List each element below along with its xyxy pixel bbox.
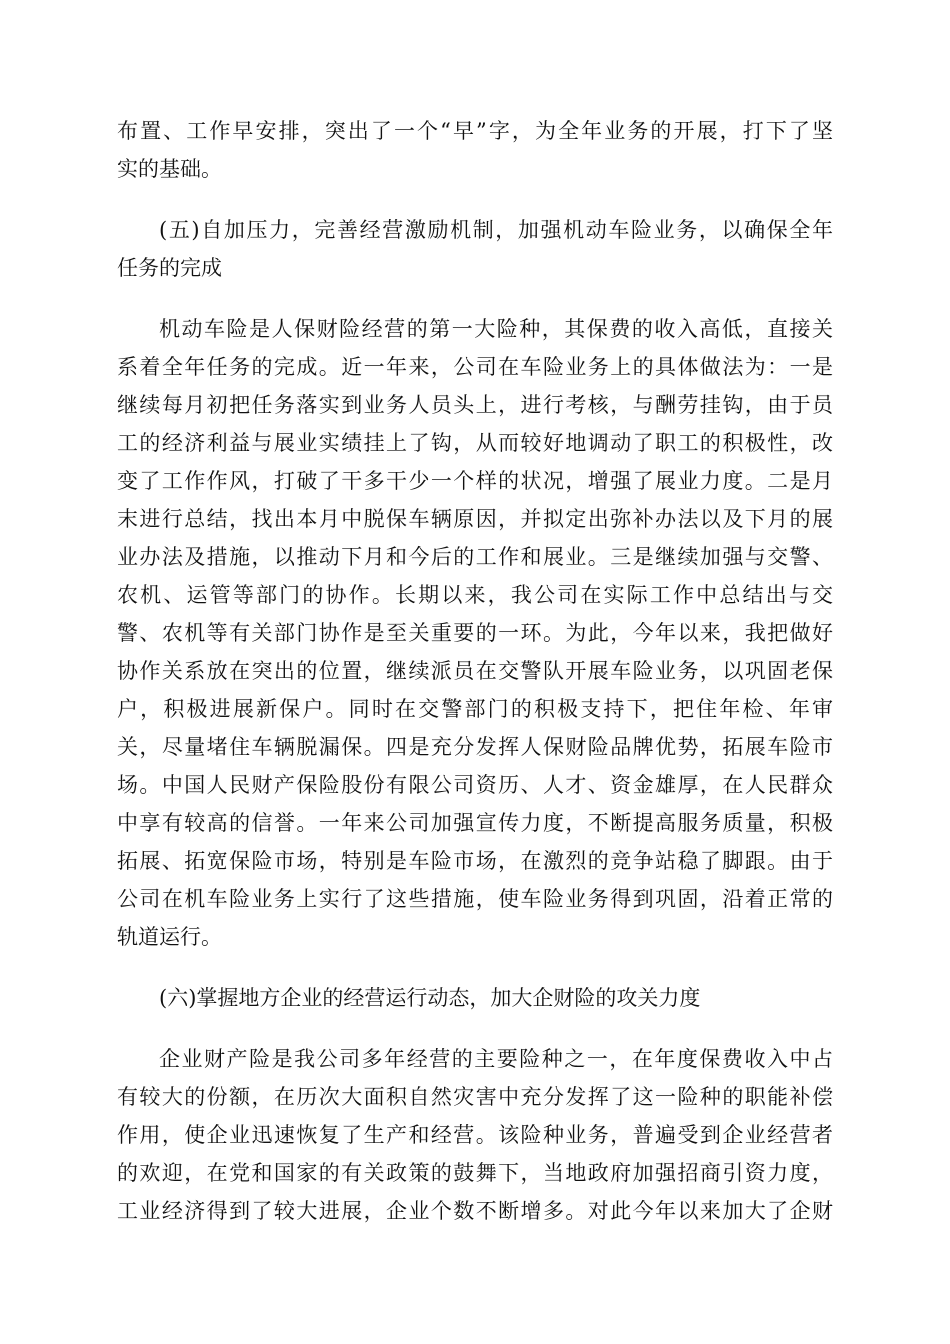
text-line: 继续每月初把任务落实到业务人员头上，进行考核，与酬劳挂钩，由于员	[117, 393, 833, 417]
text-line: (六)掌握地方企业的经营运行动态，加大企财险的攻关力度	[159, 986, 701, 1010]
text-line: 任务的完成	[117, 256, 222, 280]
text-line: 变了工作作风，打破了干多干少一个样的状况，增强了展业力度。二是月	[117, 469, 833, 493]
text-line: 末进行总结，找出本月中脱保车辆原因，并拟定出弥补办法以及下月的展	[117, 507, 833, 531]
text-line: 有较大的份额，在历次大面积自然灾害中充分发挥了这一险种的职能补偿	[117, 1085, 833, 1109]
text-line: 系着全年任务的完成。近一年来，公司在车险业务上的具体做法为：一是	[117, 355, 833, 379]
text-line: 拓展、拓宽保险市场，特别是车险市场，在激烈的竞争站稳了脚跟。由于	[117, 849, 833, 873]
section-heading-5	[117, 211, 833, 287]
text-line: 机动车险是人保财险经营的第一大险种，其保费的收入高低，直接关	[159, 317, 833, 341]
text-line: (五)自加压力，完善经营激励机制，加强机动车险业务，以确保全年	[159, 218, 833, 242]
document-body	[117, 112, 833, 1230]
text-line: 作用，使企业迅速恢复了生产和经营。该险种业务，普遍受到企业经营者	[117, 1123, 833, 1147]
text-line: 工的经济利益与展业实绩挂上了钩，从而较好地调动了职工的积极性，改	[117, 431, 833, 455]
text-line: 户，积极进展新保户。同时在交警部门的积极支持下，把住年检、年审	[117, 697, 833, 721]
text-line: 的欢迎，在党和国家的有关政策的鼓舞下，当地政府加强招商引资力度，	[117, 1161, 833, 1185]
text-line: 布置、工作早安排，突出了一个“早”字，为全年业务的开展，打下了坚	[117, 119, 833, 143]
paragraph-motor-insurance	[117, 310, 833, 956]
text-line: 公司在机车险业务上实行了这些措施，使车险业务得到巩固，沿着正常的	[117, 887, 833, 911]
text-line: 协作关系放在突出的位置，继续派员在交警队开展车险业务，以巩固老保	[117, 659, 833, 683]
text-line: 农机、运管等部门的协作。长期以来，我公司在实际工作中总结出与交	[117, 583, 833, 607]
text-line: 企业财产险是我公司多年经营的主要险种之一，在年度保费收入中占	[159, 1047, 833, 1071]
paragraph-continuation	[117, 112, 833, 188]
text-line: 中享有较高的信誉。一年来公司加强宣传力度，不断提高服务质量，积极	[117, 811, 833, 835]
text-line: 关，尽量堵住车辆脱漏保。四是充分发挥人保财险品牌优势，拓展车险市	[117, 735, 833, 759]
text-line: 场。中国人民财产保险股份有限公司资历、人才、资金雄厚，在人民群众	[117, 773, 833, 797]
paragraph-enterprise-property	[117, 1040, 833, 1230]
text-line: 业办法及措施，以推动下月和今后的工作和展业。三是继续加强与交警、	[117, 545, 833, 569]
text-line: 实的基础。	[117, 157, 222, 181]
section-heading-6	[117, 979, 833, 1017]
text-line: 轨道运行。	[117, 925, 222, 949]
text-line: 工业经济得到了较大进展，企业个数不断增多。对此今年以来加大了企财	[117, 1199, 833, 1223]
text-line: 警、农机等有关部门协作是至关重要的一环。为此，今年以来，我把做好	[117, 621, 833, 645]
